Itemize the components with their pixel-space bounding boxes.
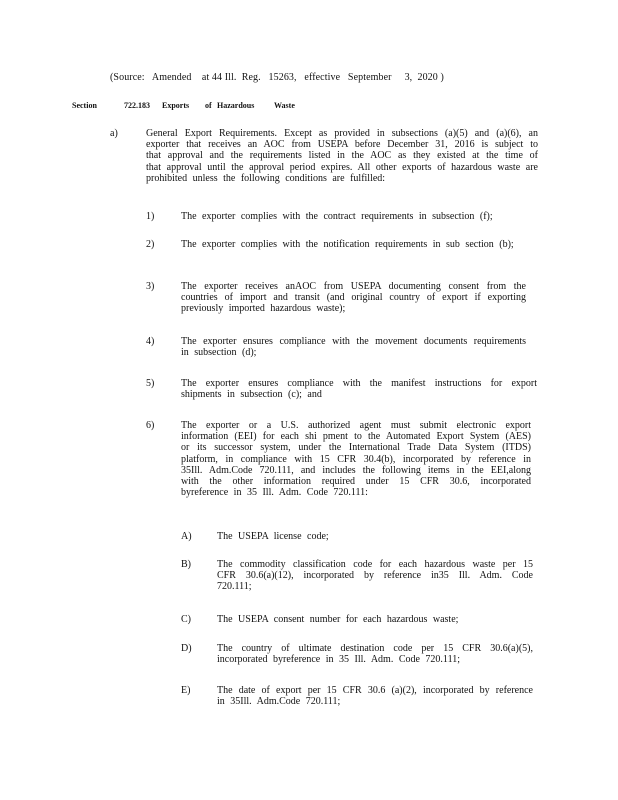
section-title-word: Waste	[274, 101, 295, 110]
subsection-marker: a)	[110, 128, 118, 139]
sub-item-text: The commodity classification code for each hazardous waste per 15 CFR 30.6(a)(12), incorporated by reference in35 Ill. Adm. Code 720.111;	[217, 559, 533, 593]
item-marker: 3)	[146, 281, 155, 292]
subitem-marker: C)	[181, 614, 191, 625]
subsection-a-text: General Export Requirements. Except as provided in subsections (a)(5) and (a)(6), an exporter that receives an AOC from USEPA before December 31, 2016 is subject to that approval and the requirements listed in the AOC as they existed at the time of that approval until the approval period expires. All other exports of hazardous waste are prohibited unless the following conditions are fulfilled:	[146, 128, 538, 184]
item-marker: 5)	[146, 378, 155, 389]
subitem-marker: E)	[181, 685, 191, 696]
sub-item-text: The country of ultimate destination code per 15 CFR 30.6(a)(5), incorporated byreference in 35 Ill. Adm. Code 720.111;	[217, 643, 533, 666]
subitem-marker: A)	[181, 531, 192, 542]
item-marker: 4)	[146, 336, 155, 347]
subitem-marker: B)	[181, 559, 191, 570]
section-heading	[72, 101, 295, 110]
section-title-word: of	[205, 101, 212, 110]
sub-item-text: The USEPA license code;	[217, 531, 329, 542]
item-marker: 6)	[146, 420, 155, 431]
sub-item-text: The date of export per 15 CFR 30.6 (a)(2), incorporated by reference in 35Ill. Adm.Code 720.111;	[217, 685, 533, 708]
subitem-marker: D)	[181, 643, 192, 654]
list-item-text: The exporter complies with the contract requirements in subsection (f);	[181, 211, 493, 222]
section-number: 722.183	[124, 101, 150, 110]
item-marker: 1)	[146, 211, 155, 222]
section-label: Section	[72, 101, 97, 110]
list-item-text: The exporter complies with the notification requirements in sub section (b);	[181, 239, 514, 250]
list-item-text: The exporter ensures compliance with the movement documents requirements in subsection (d);	[181, 336, 526, 359]
list-item-text: The exporter receives anAOC from USEPA documenting consent from the countries of import and transit (and original country of export if exporting previously imported hazardous waste);	[181, 281, 526, 315]
section-title-word: Hazardous	[217, 101, 255, 110]
item-marker: 2)	[146, 239, 155, 250]
source-note: (Source: Amended at 44 Ill. Reg. 15263, effective September 3, 2020 )	[110, 72, 444, 83]
list-item-text: The exporter or a U.S. authorized agent must submit electronic export information (EEI) for each shi pment to the Automated Export System (AES) or its successor system, under the International Trade Data System (ITDS) platform, in compliance with 15 CFR 30.4(b), incorporated by reference in 35Ill. Adm.Code 720.111, and includes the following items in the EEI,along with the other information required under 15 CFR 30.6, incorporated byreference in 35 Ill. Adm. Code 720.111:	[181, 420, 531, 499]
sub-item-text: The USEPA consent number for each hazardous waste;	[217, 614, 459, 625]
list-item-text: The exporter ensures compliance with the manifest instructions for export shipments in subsection (c); and	[181, 378, 537, 401]
section-title-word: Exports	[162, 101, 190, 110]
